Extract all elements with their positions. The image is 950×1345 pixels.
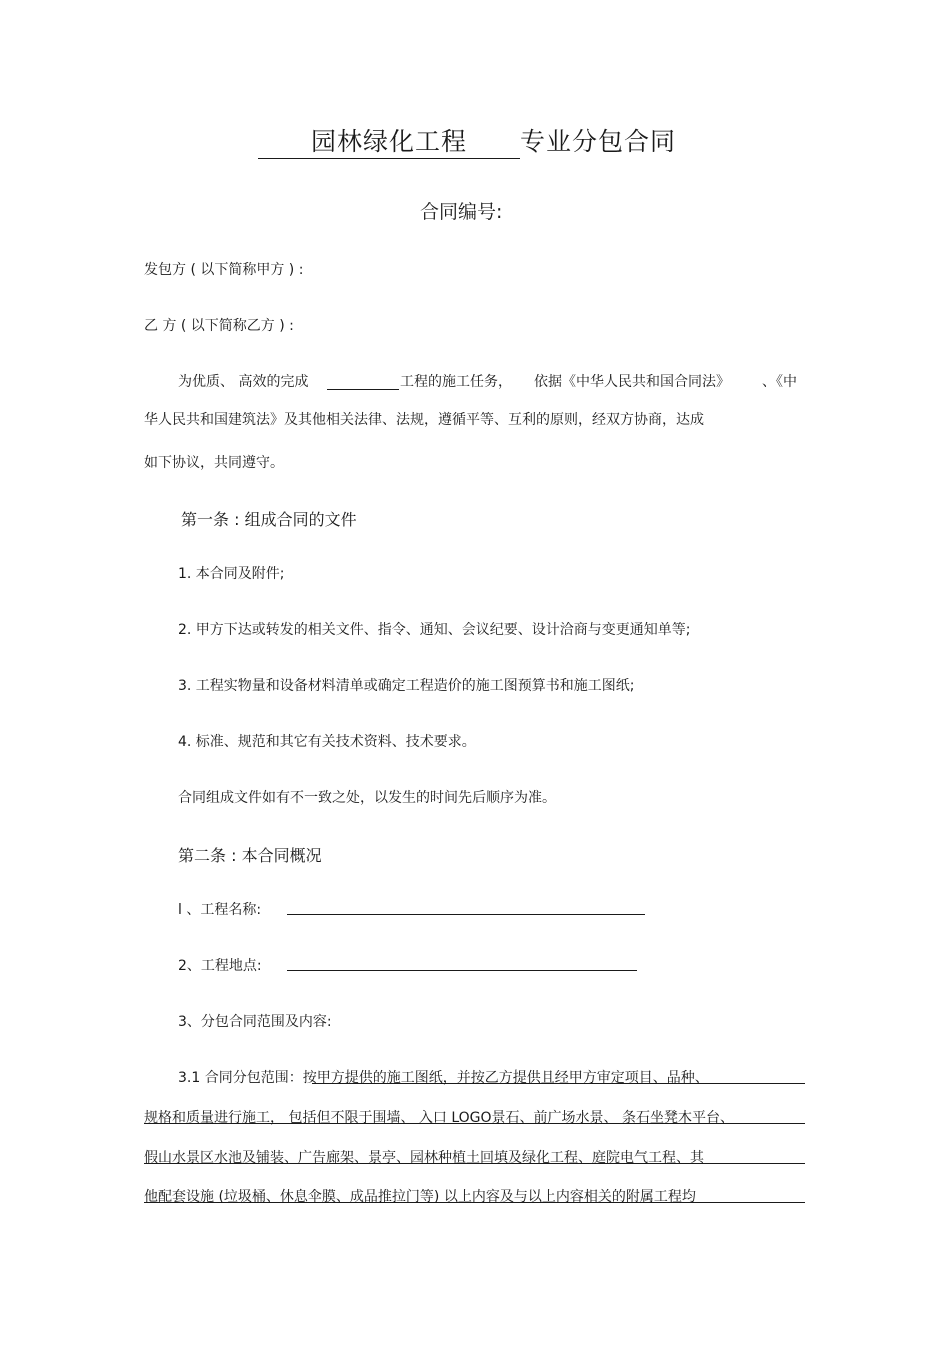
contract-title	[258, 122, 676, 159]
article-1-item: 1. 本合同及附件;	[178, 566, 285, 582]
scope-line: 规格和质量进行施工， 包括但不限于围墙、 入口 LOGO景石、前广场水景、 条石坐凳木平台、	[144, 1110, 734, 1126]
preamble-line-3: 如下协议，共同遵守。	[144, 455, 284, 471]
article-1-heading: 第一条 : 组成合同的文件	[181, 510, 357, 529]
project-location-line	[287, 970, 637, 971]
preamble-line-2: 华人民共和国建筑法》及其他相关法律、法规，遵循平等、互利的原则，经双方协商，达成	[144, 412, 704, 428]
article-1-item: 2. 甲方下达或转发的相关文件、指令、通知、会议纪要、设计洽商与变更通知单等;	[178, 622, 691, 638]
project-name-label: l 、工程名称:	[178, 902, 262, 918]
article-2-heading: 第二条 : 本合同概况	[178, 846, 322, 865]
preamble-part-2: 工程的施工任务，	[400, 374, 512, 390]
project-location-label: 2、工程地点:	[178, 958, 262, 974]
contract-number-label: 合同编号:	[420, 201, 503, 223]
scope-label: 3、分包合同范围及内容:	[178, 1014, 332, 1030]
scope-line: 假山水景区水池及铺装、广告廊架、景亭、园林种植土回填及绿化工程、庭院电气工程、其	[144, 1150, 704, 1166]
party-a-label: 发包方 ( 以下简称甲方 ) :	[144, 262, 304, 278]
project-name: 园林绿化工程	[310, 127, 467, 156]
scope-underline	[144, 1163, 805, 1164]
project-name-blank	[258, 122, 520, 159]
scope-underline	[144, 1123, 805, 1124]
scope-underline	[144, 1202, 805, 1203]
preamble-part-4: 、《中	[762, 374, 797, 390]
scope-line: 3.1 合同分包范围：按甲方提供的施工图纸，并按乙方提供且经甲方审定项目、品种、	[178, 1070, 709, 1086]
project-name-line	[287, 914, 645, 915]
preamble-part-3: 依据《中华人民共和国合同法》	[534, 374, 730, 390]
article-1-item: 3. 工程实物量和设备材料清单或确定工程造价的施工图预算书和施工图纸;	[178, 678, 635, 694]
project-blank-line	[327, 389, 399, 390]
scope-underline	[312, 1083, 805, 1084]
article-1-note: 合同组成文件如有不一致之处，以发生的时间先后顺序为准。	[178, 790, 556, 806]
party-b-label: 乙 方 ( 以下简称乙方 ) :	[144, 318, 294, 334]
article-1-item: 4. 标准、规范和其它有关技术资料、技术要求。	[178, 734, 476, 750]
preamble-line-1	[178, 371, 308, 391]
scope-line: 他配套设施 (垃圾桶、休息伞膜、成品推拉门等) 以上内容及与以上内容相关的附属工程均	[144, 1189, 696, 1205]
preamble-part-1: 为优质、 高效的完成	[178, 374, 309, 390]
title-suffix: 专业分包合同	[520, 127, 677, 156]
